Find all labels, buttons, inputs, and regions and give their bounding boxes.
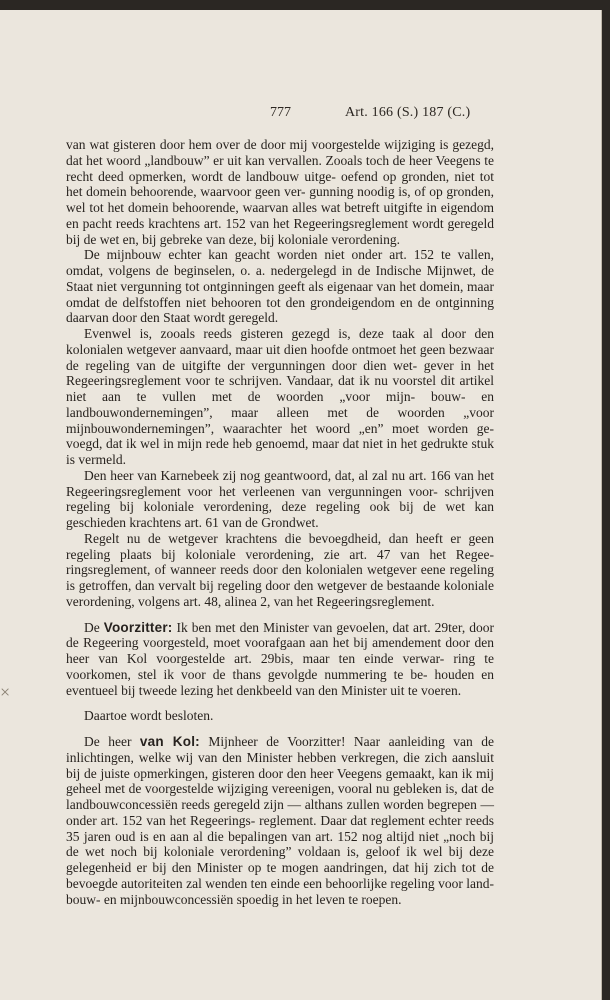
- page-number: 777: [270, 105, 291, 120]
- body-text: [66, 137, 494, 907]
- paragraph-1: van wat gisteren door hem over de door mij voorgestelde wijziging is gezegd, dat het woord „landbouw” er uit kan vervallen. Zooals toch de heer Veegens te recht deed opmerken, wordt de landbouw uitge- oefend op gronden, niet tot het domein behoorende, waarvoor geen ver- gunning noodig is, of op gronden, wel tot het domein behoorende, waarvan alles wat betreft uitgifte in eigendom en pacht reeds krachtens art. 152 van het Regeeringsreglement wordt geregeld bij de wet en, bij gebreke van deze, bij koloniale verordening.: [66, 137, 494, 247]
- paragraph-4: Den heer van Karnebeek zij nog geantwoord, dat, al zal nu art. 166 van het Regeeringsreglement voor het verleenen van vergunningen voor- schrijven regeling bij koloniale verordening, deze regeling ook bij de wet kan geschieden krachtens art. 61 van de Grondwet.: [66, 467, 494, 530]
- book-page: [0, 10, 602, 1000]
- paragraph-besloten: Daartoe wordt besloten.: [84, 708, 214, 724]
- speaker-van-kol: van Kol:: [139, 734, 200, 749]
- paragraph-van-kol-pre: De heer: [84, 734, 140, 749]
- running-head: Art. 166 (S.) 187 (C.): [345, 105, 471, 120]
- paragraph-van-kol: [66, 734, 494, 907]
- paragraph-5: Regelt nu de wetgever krachtens die bevoegdheid, dan heeft er geen regeling plaats bij koloniale verordening, zie art. 47 van het Regee- ringsreglement, of wanneer reeds door den kolonialen wetgever eene regeling is getroffen, dan vervalt bij regeling door den wetgever de bestaande koloniale verordening, volgens art. 48, alinea 2, van het Regeeringsreglement.: [66, 530, 494, 609]
- paragraph-van-kol-text: Mijnheer de Voorzitter! Naar aanleiding van de inlichtingen, welke wij van den Minister hebben verkregen, die zich aansluit bij de juiste opmerkingen, gisteren door den heer Veegens gemaakt, kan ik mij geheel met de voorgestelde wijziging vereenigen, vooral nu gebleken is, dat de landbouwconcessiën reeds geregeld zijn — althans zullen worden begrepen — onder art. 152 van het Regeerings- reglement. Daar dat reglement echter reeds 35 jaren oud is en aan al die bepalingen van art. 152 nog altijd niet „noch bij de wet noch bij koloniale verordening” voldaan is, geloof ik wel bij deze gelegenheid er bij den Minister op te mogen aandringen, dat hij zich tot de bevoegde autoriteiten zal wenden ten einde een behoorlijke regeling voor land- bouw- en mijnbouwconcessiën spoedig in het leven te roepen.: [66, 734, 495, 907]
- margin-mark: ×: [0, 682, 11, 702]
- paragraph-3: Evenwel is, zooals reeds gisteren gezegd is, deze taak al door den kolonialen wetgever aanvaard, maar uit dien hoofde ontmoet het geen bezwaar de regeling van de uitgifte der vergunningen door dien wet- gever in het Regeeringsreglement voor te schrijven. Vandaar, dat ik nu voorstel dit artikel niet aan te vullen met de woorden „voor mijn- bouw- en landbouwondernemingen”, maar alleen met de woorden „voor mijnbouwondernemingen”, waarachter het woord „en” moet worden ge- voegd, dat ik wel in mijn rede heb genoemd, maar dat niet in het gedrukte stuk is vermeld.: [66, 326, 494, 467]
- page-header: [0, 105, 601, 129]
- paragraph-voorzitter-pre: De: [84, 619, 104, 635]
- paragraph-2: De mijnbouw echter kan geacht worden niet onder art. 152 te vallen, omdat, volgens de beginselen, o. a. nedergelegd in de Indische Mijnwet, de Staat niet vergunning tot ontginningen geeft als eigenaar van het domein, maar omdat de delfstoffen niet behooren tot den grondeigendom en de ontginning daarvan door den Staat wordt geregeld.: [66, 247, 494, 326]
- paragraph-voorzitter: [66, 620, 494, 699]
- paragraph-voorzitter-text: Ik ben met den Minister van gevoelen, dat art. 29ter, door de Regeering voorgesteld, moet voorafgaan aan het bij amendement door den heer van Kol voorgestelde art. 29bis, maar ten einde verwar- ring te voorkomen, stel ik voor de thans gevolgde nummering te be- houden en eventueel bij tweede lezing het denkbeeld van den Minister uit te voeren.: [66, 619, 494, 698]
- speaker-voorzitter: Voorzitter:: [103, 619, 173, 635]
